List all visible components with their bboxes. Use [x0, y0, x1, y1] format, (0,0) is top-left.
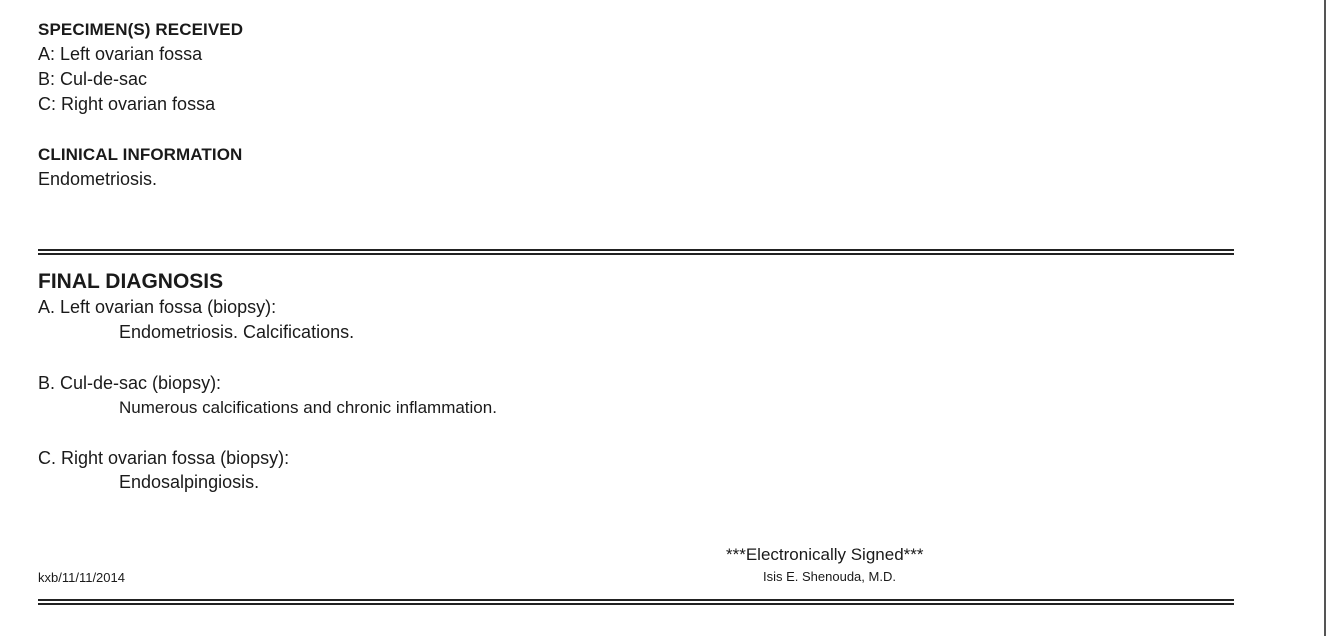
specimen-item-c: C: Right ovarian fossa [38, 94, 216, 114]
electronic-signature-label: ***Electronically Signed*** [726, 545, 924, 564]
initials-date: kxb/11/11/2014 [38, 570, 125, 585]
diagnosis-result-a: Endometriosis. Calcifications. [119, 322, 355, 342]
specimens-heading: SPECIMEN(S) RECEIVED [38, 20, 244, 39]
top-double-rule [38, 249, 1234, 255]
diagnosis-result-b: Numerous calcifications and chronic inflammation. [119, 398, 497, 417]
specimen-item-b: B: Cul-de-sac [38, 69, 148, 89]
page-edge-divider [1324, 0, 1326, 636]
diagnosis-label-b: B. Cul-de-sac (biopsy): [38, 373, 222, 393]
clinical-heading: CLINICAL INFORMATION [38, 145, 243, 164]
diagnosis-result-c: Endosalpingiosis. [119, 472, 260, 492]
diagnosis-heading: FINAL DIAGNOSIS [38, 270, 224, 293]
diagnosis-label-c: C. Right ovarian fossa (biopsy): [38, 448, 290, 468]
specimen-item-a: A: Left ovarian fossa [38, 44, 203, 64]
bottom-double-rule [38, 599, 1234, 605]
clinical-text: Endometriosis. [38, 169, 158, 189]
diagnosis-label-a: A. Left ovarian fossa (biopsy): [38, 297, 277, 317]
signer-name: Isis E. Shenouda, M.D. [763, 569, 896, 584]
